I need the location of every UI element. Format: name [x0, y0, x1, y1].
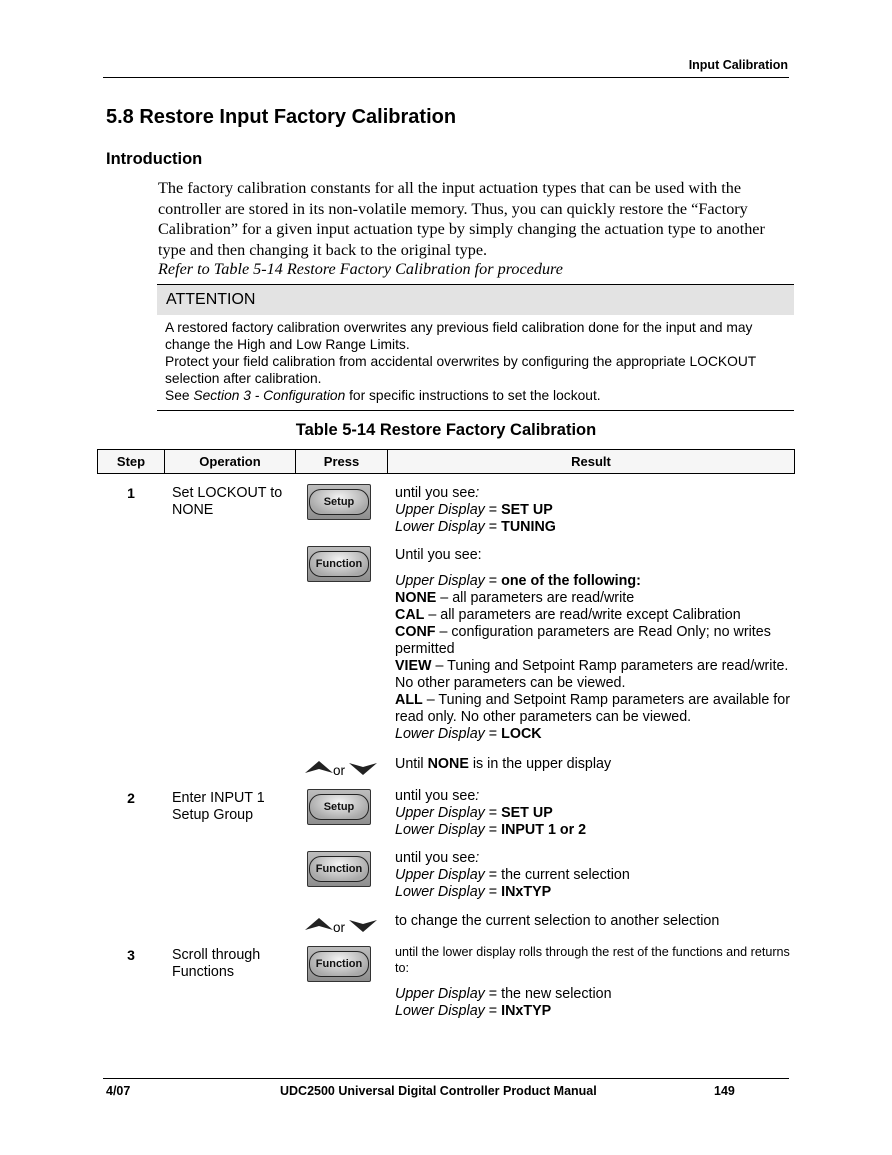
table-header: [97, 449, 795, 474]
function-key-label: Function: [309, 551, 369, 577]
function-key[interactable]: [307, 946, 371, 982]
page-number: 149: [714, 1084, 735, 1098]
footer-manual-title: UDC2500 Universal Digital Controller Product Manual: [280, 1084, 597, 1098]
attention-bottom-rule: [157, 410, 794, 411]
step-result: until you see: Upper Display = SET UP Lower Display = TUNING: [395, 485, 556, 535]
running-header: Input Calibration: [688, 58, 788, 72]
intro-heading: Introduction: [106, 150, 203, 168]
up-arrow-icon[interactable]: [305, 917, 333, 931]
step-result: to change the current selection to another selection: [395, 913, 720, 929]
column-header-result: Result: [571, 454, 611, 469]
step-result: Upper Display = the new selection Lower Display = INxTYP: [395, 986, 612, 1019]
function-key-label: Function: [309, 856, 369, 882]
column-header-press: Press: [296, 450, 388, 473]
step-number: 2: [127, 790, 135, 806]
section-reference: Section 3 - Configuration: [193, 388, 346, 403]
attention-line-1: A restored factory calibration overwrites any previous field calibration done for the input and may change the High and Low Range Limits.: [165, 320, 753, 352]
column-header-operation: Operation: [165, 450, 296, 473]
down-arrow-icon[interactable]: [349, 919, 377, 933]
attention-body: [165, 319, 791, 404]
intro-reference: Refer to Table 5-14 Restore Factory Calibration for procedure: [158, 260, 563, 278]
setup-key-label: Setup: [309, 794, 369, 820]
or-label: or: [333, 920, 346, 935]
step-number: 3: [127, 947, 135, 963]
down-arrow-icon[interactable]: [349, 762, 377, 776]
section-title: 5.8 Restore Input Factory Calibration: [106, 106, 457, 128]
footer-rule: [103, 1078, 789, 1079]
setup-key[interactable]: [307, 789, 371, 825]
step-result: until you see: Upper Display = the current selection Lower Display = INxTYP: [395, 850, 630, 900]
footer-date: 4/07: [106, 1084, 131, 1098]
step-result: until the lower display rolls through the rest of the functions and returns to:: [395, 945, 790, 975]
header-rule: [103, 77, 789, 78]
step-operation: Set LOCKOUT to NONE: [172, 485, 283, 518]
step-operation: Enter INPUT 1 Setup Group: [172, 790, 265, 823]
step-result: Until you see: Upper Display = one of the following: NONE – all parameters are read/write CAL – all parameters are read/write except Calibration CONF – configuration parameters are Read Only; no writes permitted VIEW – Tuning and Setpoint Ramp parameters are read/write. No other parameters can be viewed. ALL – Tuning and Setpoint Ramp parameters are available for read only. No other parameters can be viewed. Lower Display = LOCK: [395, 547, 790, 742]
up-arrow-icon[interactable]: [305, 760, 333, 774]
function-key[interactable]: [307, 851, 371, 887]
or-label: or: [333, 763, 346, 778]
attention-title: ATTENTION: [166, 291, 256, 308]
arrow-keys[interactable]: [305, 760, 377, 778]
arrow-keys[interactable]: [305, 917, 377, 935]
step-result: until you see: Upper Display = SET UP Lower Display = INPUT 1 or 2: [395, 788, 587, 838]
function-key[interactable]: [307, 546, 371, 582]
column-header-step: Step: [98, 450, 165, 473]
setup-key-label: Setup: [309, 489, 369, 515]
step-operation: Scroll through Functions: [172, 947, 261, 980]
attention-line-3: See Section 3 - Configuration for specific instructions to set the lockout.: [165, 388, 601, 403]
table-title: Table 5-14 Restore Factory Calibration: [295, 421, 597, 439]
setup-key[interactable]: [307, 484, 371, 520]
attention-line-2: Protect your field calibration from accidental overwrites by configuring the appropriate LOCKOUT selection after calibration.: [165, 354, 756, 386]
function-key-label: Function: [309, 951, 369, 977]
step-result: Until NONE is in the upper display: [395, 756, 612, 772]
intro-paragraph: The factory calibration constants for all the input actuation types that can be used with the controller are stored in its non-volatile memory. Thus, you can quickly restore the “Factory Calibration” for a given input actuation type by simply changing the actuation type to another type and then changing it back to the original type.: [158, 179, 765, 259]
step-number: 1: [127, 485, 135, 501]
